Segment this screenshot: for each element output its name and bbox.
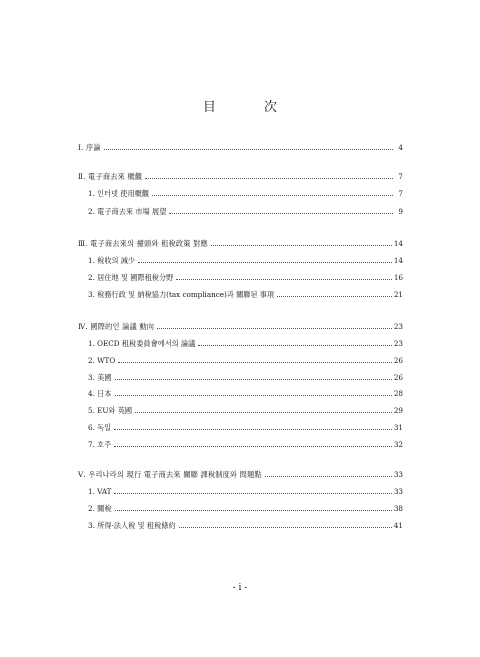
toc-entry-page: 23 (393, 322, 403, 331)
toc-entry-page: 14 (393, 256, 403, 265)
dot-leader (211, 244, 392, 246)
toc-section-entry[interactable] (88, 485, 403, 497)
toc-chapter-entry[interactable] (78, 320, 403, 332)
toc-section-entry[interactable] (88, 354, 403, 366)
toc-entry-label: 3. 所得·法人稅 및 租稅條約 (88, 521, 176, 530)
toc-section-entry[interactable] (88, 519, 403, 531)
toc-section-entry[interactable] (88, 371, 403, 383)
dot-leader (115, 378, 392, 380)
toc-entry-label: Ⅱ. 電子商去來 概觀 (78, 172, 143, 181)
toc-entry-page: 33 (393, 487, 403, 496)
dot-leader (104, 148, 393, 150)
toc-entry-page: 21 (393, 290, 403, 299)
toc-entry-label: 2. 電子商去來 市場 展望 (88, 207, 167, 216)
toc-entry-page: 28 (393, 389, 403, 398)
toc-entry-label: 6. 독일 (88, 423, 112, 432)
toc-section-entry[interactable] (88, 421, 403, 433)
dot-leader (277, 295, 392, 297)
toc-entry-page: 14 (393, 239, 403, 248)
dot-leader (115, 394, 392, 396)
dot-leader (179, 526, 392, 528)
toc-title: 目 次 (202, 100, 300, 115)
toc-entry-label: 1. OECD 租稅委員會에서의 論議 (88, 339, 196, 348)
toc-chapter-entry[interactable] (78, 237, 403, 249)
toc-section-entry[interactable] (88, 187, 403, 199)
toc-entry-page: 26 (393, 356, 403, 365)
toc-chapter-entry[interactable] (78, 468, 403, 480)
toc-entry-label: 4. 日本 (88, 389, 112, 398)
dot-leader (145, 177, 393, 179)
toc-section-entry[interactable] (88, 254, 403, 266)
toc-entry-label: 2. 關稅 (88, 504, 112, 513)
toc-entry-page: 41 (393, 521, 403, 530)
dot-leader (198, 344, 392, 346)
toc-entry-page: 7 (398, 172, 403, 181)
toc-section-entry[interactable] (88, 502, 403, 514)
toc-entry-label: 3. 稅務行政 및 納稅協力(tax compliance)과 關聯된 事項 (88, 290, 275, 299)
toc-section-entry[interactable] (88, 387, 403, 399)
dot-leader (157, 327, 392, 329)
dot-leader (114, 492, 391, 494)
toc-section-entry[interactable] (88, 288, 403, 300)
toc-entry-label: 1. VAT (88, 487, 112, 496)
dot-leader (135, 411, 392, 413)
toc-entry-label: Ⅲ. 電子商去來의 擡頭와 租稅政策 對應 (78, 239, 208, 248)
dot-leader (169, 212, 393, 214)
toc-chapter-entry[interactable] (78, 170, 403, 182)
dot-leader (138, 261, 392, 263)
dot-leader (114, 428, 392, 430)
toc-entry-label: Ⅳ. 國際的인 論議 動向 (78, 322, 155, 331)
toc-entry-page: 26 (393, 373, 403, 382)
toc-section-entry[interactable] (88, 205, 403, 217)
toc-entry-page: 32 (393, 440, 403, 449)
toc-section-entry[interactable] (88, 271, 403, 283)
toc-entry-page: 9 (398, 207, 403, 216)
page-number-footer: - i - (232, 583, 248, 593)
toc-entry-page: 29 (393, 406, 403, 415)
toc-chapter-entry[interactable] (78, 141, 403, 153)
toc-entry-page: 38 (393, 504, 403, 513)
toc-entry-label: 1. 稅收의 減少 (88, 256, 136, 265)
toc-entry-label: 2. WTO (88, 356, 116, 365)
toc-entry-page: 7 (398, 189, 403, 198)
toc-entry-label: 2. 居住地 및 國際租稅分野 (88, 273, 174, 282)
toc-entry-page: 23 (393, 339, 403, 348)
toc-entry-page: 4 (398, 143, 403, 152)
toc-entry-label: Ⅴ. 우리나라의 現行 電子商去來 關聯 課稅制度와 問題點 (78, 470, 262, 479)
toc-entry-page: 31 (393, 423, 403, 432)
dot-leader (265, 475, 392, 477)
dot-leader (176, 278, 392, 280)
toc-entry-label: 3. 美國 (88, 373, 112, 382)
toc-entry-page: 33 (393, 470, 403, 479)
toc-section-entry[interactable] (88, 337, 403, 349)
toc-entry-label: Ⅰ. 序論 (78, 143, 101, 152)
dot-leader (115, 509, 392, 511)
dot-leader (152, 194, 393, 196)
toc-entry-page: 16 (393, 273, 403, 282)
toc-section-entry[interactable] (88, 404, 403, 416)
dot-leader (114, 445, 392, 447)
dot-leader (118, 361, 392, 363)
toc-entry-label: 7. 호주 (88, 440, 112, 449)
toc-section-entry[interactable] (88, 438, 403, 450)
toc-entry-label: 5. EU와 英國 (88, 406, 133, 415)
toc-entry-label: 1. 인터넷 使用概觀 (88, 189, 150, 198)
